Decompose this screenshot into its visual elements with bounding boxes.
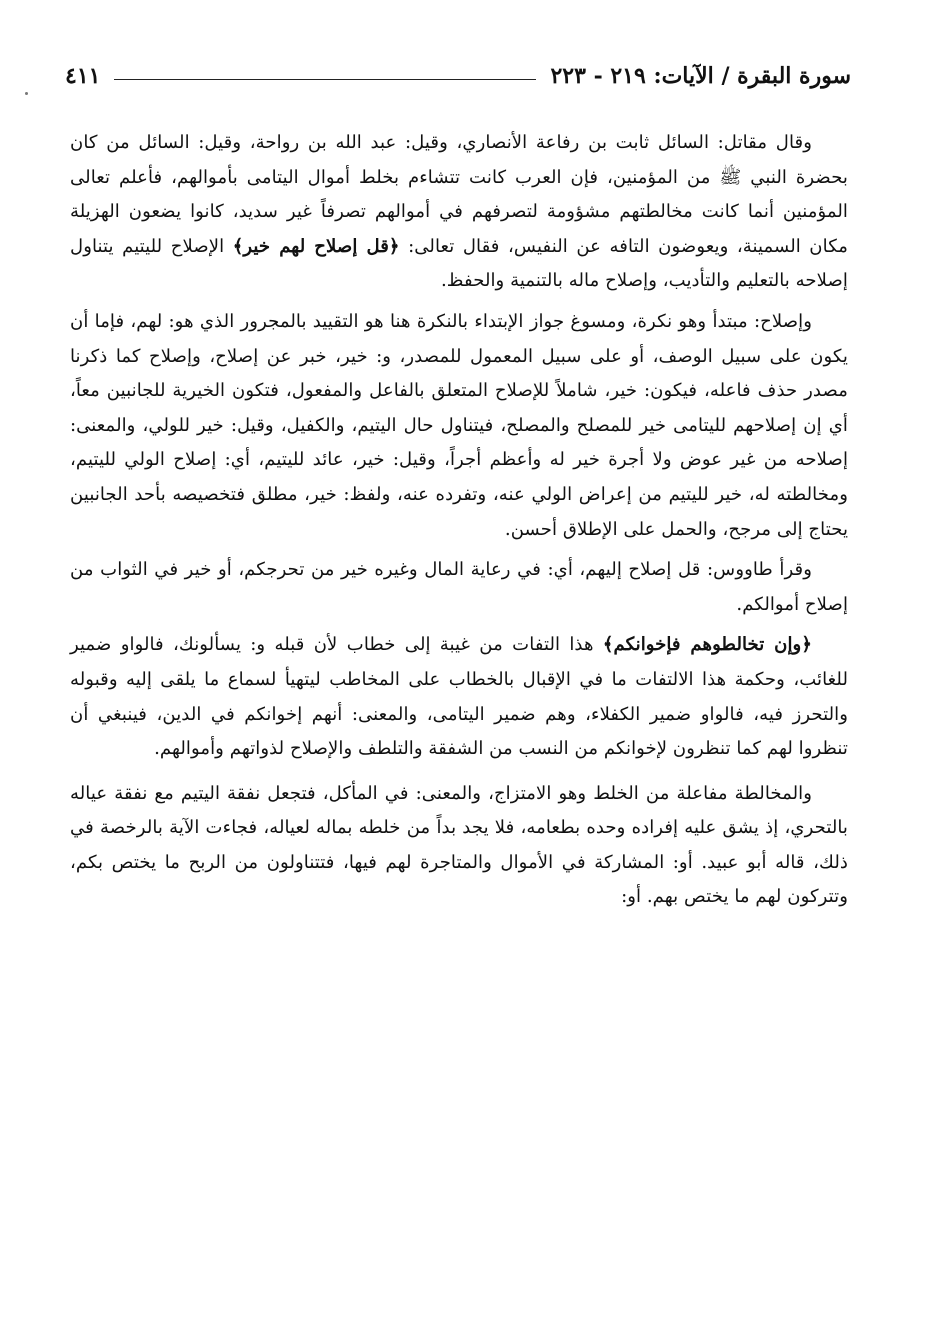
paragraph-text: وقرأ طاووس: قل إصلاح إليهم، أي: في رعاية المال وغيره خير من تحرجكم، أو خير في الثواب من إصلاح أموالكم. <box>70 559 848 615</box>
paragraph-text: وإصلاح: مبتدأ وهو نكرة، ومسوغ جواز الإبتداء بالنكرة هنا هو التقييد بالمجرور الذي هو: لهم، فإما أن يكون على سبيل الوصف، أو على سبيل المعمول للمصدر، و: خير، خبر عن إصلاح، وإصلاح كما ذكرنا مصدر حذف فاعله، فيكون: خير، شاملاً للإصلاح المتعلق بالفاعل والمفعول، فتكون الخيرية للجانبين معاً، أي إن إصلاحهم لليتامى خير للمصلح والمصلح، فيتناول حال اليتيم، والكفيل، وقيل: خير للولي، والمعنى: إصلاحه من غير عوض ولا أجرة خير له وأعظم أجراً، وقيل: خير، عائد لليتيم، أي: إصلاح الولي لليتيم، ومخالطته له، خير لليتيم من إعراض الولي عنه، وتفرده عنه، ولفظ: خير، مطلق فتخصيصه بأحد الجانبين يحتاج إلى مرجح، والحمل على الإطلاق أحسن. <box>70 310 848 540</box>
text-body <box>70 126 848 915</box>
page-number: ٤١١ <box>65 63 101 89</box>
scan-dot <box>25 92 28 95</box>
paragraph-2 <box>70 305 848 547</box>
paragraph-text: والمخالطة مفاعلة من الخلط وهو الامتزاج، والمعنى: في المأكل، فتجعل نفقة اليتيم مع نفقة عياله بالتحري، إذ يشق عليه إفراده وحده بطعامه، فلا يجد بداً من خلطه بماله لعياله، فجاءت الآية بالرخصة في ذلك، قاله أبو عبيد. أو: المشاركة في الأموال والمتاجرة لهم فيها، فتتناولون من الربح ما يختص بكم، وتتركون لهم ما يختص بهم. أو: <box>70 782 848 908</box>
paragraph-3 <box>70 553 848 622</box>
paragraph-text: الإصلاح لليتيم يتناول إصلاحه بالتعليم والتأديب، وإصلاح ماله بالتنمية والحفظ. <box>70 235 848 292</box>
running-header <box>65 58 851 94</box>
paragraph-text: وقال مقاتل: السائل ثابت بن رفاعة الأنصاري، وقيل: عبد الله بن رواحة، وقيل: السائل من كان بحضرة النبي ﷺ من المؤمنين، فإن العرب كانت تتشاءم بخلط أموال اليتامى بأموالهم، فأعلم تعالى المؤمنين أنما كانت مخالطتهم مشؤومة لتصرفهم في أموالهم تصرفاً غير سديد، كانوا يضعون الهزيلة مكان السمينة، ويعوضون التافه عن النفيس، فقال تعالى: <box>70 132 848 257</box>
paragraph-5 <box>70 777 848 915</box>
paragraph-1 <box>70 126 848 299</box>
header-rule <box>114 79 536 80</box>
quran-quote: ﴿قل إصلاح لهم خير﴾ <box>232 235 400 257</box>
paragraph-4 <box>70 628 848 766</box>
surah-title: سورة البقرة / الآيات: ٢١٩ - ٢٢٣ <box>550 63 851 89</box>
paragraph-text: هذا التفات من غيبة إلى خطاب لأن قبله و: يسألونك، فالواو ضمير للغائب، وحكمة هذا الالتفات ما في الإقبال بالخطاب على المخاطب ليتهيأ لسماع ما يلقى إليه وقبوله والتحرز فيه، فالواو ضمير الكفلاء، وهم ضمير اليتامى، والمعنى: أنهم إخوانكم في الدين، فينبغي أن تنظروا لهم كما تنظرون لإخوانكم من النسب من الشفقة والتلطف والإصلاح لذواتهم وأموالهم. <box>70 634 848 760</box>
quran-quote: ﴿وإن تخالطوهم فإخوانكم﴾ <box>602 634 812 656</box>
